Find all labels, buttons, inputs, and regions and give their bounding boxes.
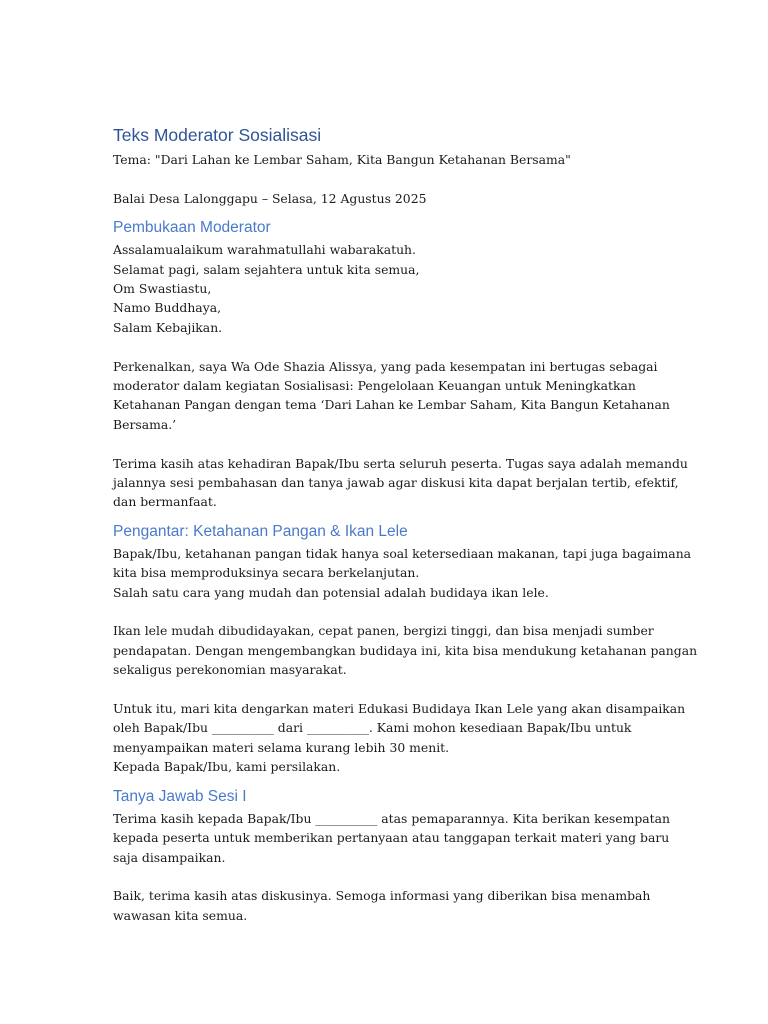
venue-line: Balai Desa Lalonggapu – Selasa, 12 Agustus 2025 <box>113 190 427 206</box>
text-line: kita bisa memproduksinya secara berkelanjutan. <box>113 565 420 581</box>
paragraph <box>113 621 698 679</box>
text-line: menyampaikan materi selama kurang lebih 30 menit. <box>113 739 450 755</box>
text-line: Untuk itu, mari kita dengarkan materi Edukasi Budidaya Ikan Lele yang akan disampaikan <box>113 701 686 717</box>
section-heading-pembukaan: Pembukaan Moderator <box>113 219 271 237</box>
text-line: Terima kasih atas kehadiran Bapak/Ibu serta seluruh peserta. Tugas saya adalah memandu <box>113 455 688 471</box>
section-heading-tanya-jawab: Tanya Jawab Sesi I <box>113 787 247 805</box>
text-line: Baik, terima kasih atas diskusinya. Semoga informasi yang diberikan bisa menambah <box>113 888 651 904</box>
paragraph <box>113 544 692 602</box>
text-line: Salah satu cara yang mudah dan potensial adalah budidaya ikan lele. <box>113 584 549 600</box>
text-line: oleh Bapak/Ibu __________ dari __________. Kami mohon kesediaan Bapak/Ibu untuk <box>113 720 632 736</box>
text-line: Kepada Bapak/Ibu, kami persilakan. <box>113 759 341 775</box>
text-line: Bapak/Ibu, ketahanan pangan tidak hanya soal ketersediaan makanan, tapi juga bagaimana <box>113 545 692 561</box>
text-line: Salam Kebajikan. <box>113 319 223 335</box>
text-line: Bersama.’ <box>113 416 177 432</box>
text-line: Ketahanan Pangan dengan tema ‘Dari Lahan ke Lembar Saham, Kita Bangun Ketahanan <box>113 397 670 413</box>
paragraph <box>113 809 673 867</box>
text-line: Perkenalkan, saya Wa Ode Shazia Alissya, yang pada kesempatan ini bertugas sebagai <box>113 358 658 374</box>
paragraph <box>113 699 686 777</box>
text-line: Selamat pagi, salam sejahtera untuk kita semua, <box>113 261 420 277</box>
paragraph <box>113 357 673 435</box>
paragraph <box>113 454 688 512</box>
text-line: Om Swastiastu, <box>113 281 212 297</box>
text-line: saja disampaikan. <box>113 849 226 865</box>
text-line: moderator dalam kegiatan Sosialisasi: Pengelolaan Keuangan untuk Meningkatkan <box>113 378 636 394</box>
text-line: jalannya sesi pembahasan dan tanya jawab agar diskusi kita dapat berjalan tertib, efektif, <box>113 475 679 491</box>
document-title: Teks Moderator Sosialisasi <box>113 125 322 145</box>
text-line: Terima kasih kepada Bapak/Ibu __________ atas pemaparannya. Kita berikan kesempatan <box>113 810 671 826</box>
document-body <box>113 124 698 925</box>
text-line: pendapatan. Dengan mengembangkan budidaya ini, kita bisa mendukung ketahanan pangan <box>113 642 698 658</box>
text-line: sekaligus perekonomian masyarakat. <box>113 662 347 678</box>
text-line: wawasan kita semua. <box>113 907 248 923</box>
text-line: Namo Buddhaya, <box>113 300 222 316</box>
text-line: Ikan lele mudah dibudidayakan, cepat panen, bergizi tinggi, dan bisa menjadi sumber <box>113 623 654 639</box>
tema-line: Tema: "Dari Lahan ke Lembar Saham, Kita Bangun Ketahanan Bersama" <box>113 152 571 167</box>
paragraph <box>113 240 673 337</box>
paragraph <box>113 886 673 925</box>
text-line: dan bermanfaat. <box>113 494 217 510</box>
section-heading-pengantar: Pengantar: Ketahanan Pangan & Ikan Lele <box>113 522 408 540</box>
text-line: kepada peserta untuk memberikan pertanyaan atau tanggapan terkait materi yang baru <box>113 830 670 846</box>
text-line: Assalamualaikum warahmatullahi wabarakatuh. <box>113 242 416 258</box>
